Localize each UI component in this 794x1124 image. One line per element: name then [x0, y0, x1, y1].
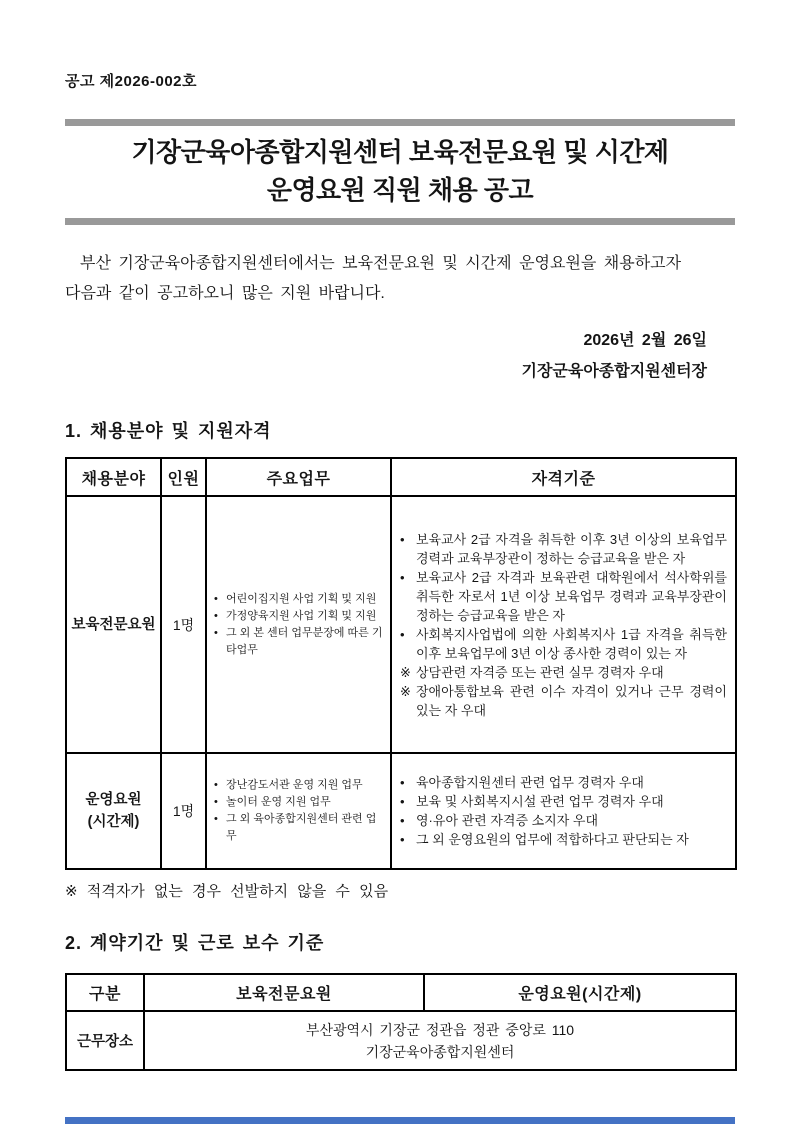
- field-line: (시간제): [87, 814, 140, 830]
- bullet-icon: •: [400, 794, 405, 809]
- bullet-icon: •: [214, 813, 218, 825]
- qualifications-cell: [391, 496, 736, 753]
- workplace-value: [144, 1011, 736, 1070]
- title-divider-bottom: [65, 218, 735, 225]
- col-header-count: 인원: [161, 458, 206, 496]
- notice-issuer: 기장군육아종합지원센터장: [521, 363, 707, 380]
- table-row-workplace: [66, 1011, 736, 1070]
- qualification-text: 보육교사 2급 자격과 보육관련 대학원에서 석사학위를 취득한 자로서 1년 이상 보육업무 경력과 교육부장관이 정하는 승급교육을 받은 자: [416, 569, 727, 623]
- reference-mark-icon: ※: [400, 664, 411, 680]
- col-header-qualifications: 자격기준: [391, 458, 736, 496]
- qualification-item: [400, 773, 727, 792]
- qualification-item: [400, 625, 727, 663]
- bullet-icon: •: [400, 813, 405, 828]
- qualification-text: 보육 및 사회복지시설 관련 업무 경력자 우대: [416, 794, 664, 809]
- duty-item: [214, 777, 386, 794]
- document-title-line1: 기장군육아종합지원센터 보육전문요원 및 시간제: [131, 137, 669, 167]
- workplace-address: 부산광역시 기장군 정관읍 정관 중앙로 110: [305, 1021, 575, 1038]
- terms-table-header-row: [66, 974, 736, 1011]
- document-content: [65, 0, 735, 1071]
- title-divider-top: [65, 119, 735, 126]
- duty-item: [214, 608, 386, 625]
- col-header-duties: 주요업무: [206, 458, 391, 496]
- count-cell: 1명: [161, 753, 206, 869]
- recruitment-table-header-row: [66, 458, 736, 496]
- field-line: 보육전문요원: [71, 616, 156, 633]
- col-header-field: 채용분야: [66, 458, 161, 496]
- bullet-icon: •: [214, 779, 218, 791]
- bullet-icon: •: [400, 775, 405, 790]
- intro-line2: 다음과 같이 공고하오니 많은 지원 바랍니다.: [65, 285, 385, 302]
- bullet-icon: •: [214, 796, 218, 808]
- bullet-icon: •: [214, 592, 218, 605]
- workplace-label: 근무장소: [66, 1011, 144, 1070]
- duty-item: [214, 591, 386, 608]
- bullet-icon: •: [214, 626, 218, 639]
- qualifications-cell: [391, 753, 736, 869]
- qualification-note-item: [400, 682, 727, 720]
- section1-heading: 1. 채용분야 및 지원자격: [65, 421, 272, 441]
- duties-cell: [206, 753, 391, 869]
- qualification-item: [400, 792, 727, 811]
- duty-text: 놀이터 운영 지원 업무: [226, 796, 331, 808]
- qualification-text: 영·유아 관련 자격증 소지자 우대: [416, 813, 599, 828]
- duty-item: [214, 625, 386, 659]
- duty-text: 가정양육지원 사업 기획 및 지원: [226, 609, 377, 622]
- notice-number: 공고 제2026-002호: [65, 73, 198, 90]
- qualification-text: 사회복지사업법에 의한 사회복지사 1급 자격을 취득한 이후 보육업무에 3년 이상 종사한 경력이 있는 자: [416, 626, 727, 661]
- col-header-operations: 운영요원(시간제): [424, 974, 736, 1011]
- bullet-icon: •: [400, 832, 405, 847]
- recruitment-table: [65, 457, 737, 870]
- duty-item: [214, 811, 386, 845]
- qualification-note-item: [400, 663, 727, 682]
- qualification-item: [400, 530, 727, 568]
- qualification-text: 보육교사 2급 자격을 취득한 이후 3년 이상의 보육업무 경력과 교육부장관이 정하는 승급교육을 받은 자: [416, 531, 727, 566]
- bullet-icon: •: [400, 569, 405, 585]
- duty-text: 장난감도서관 운영 지원 업무: [226, 779, 363, 791]
- qualification-text: 그 외 운영요원의 업무에 적합하다고 판단되는 자: [416, 832, 689, 847]
- duty-text: 어린이집지원 사업 기획 및 지원: [226, 592, 377, 605]
- document-title: [65, 126, 735, 218]
- notice-date: 2026년 2월 26일: [583, 332, 707, 349]
- selection-note: ※ 적격자가 없는 경우 선발하지 않을 수 있음: [65, 883, 389, 900]
- count-cell: 1명: [161, 496, 206, 753]
- reference-mark-icon: ※: [400, 683, 411, 699]
- duties-cell: [206, 496, 391, 753]
- section2-heading: 2. 계약기간 및 근로 보수 기준: [65, 933, 325, 953]
- qualification-item: [400, 830, 727, 849]
- date-issuer-block: [65, 325, 735, 387]
- field-cell: [66, 753, 161, 869]
- intro-line1: 부산 기장군육아종합지원센터에서는 보육전문요원 및 시간제 운영요원을 채용하고자: [80, 255, 682, 272]
- qualification-text: 장애아통합보육 관련 이수 자격이 있거나 근무 경력이 있는 자 우대: [416, 683, 727, 718]
- qualification-text: 육아종합지원센터 관련 업무 경력자 우대: [416, 775, 644, 790]
- intro-paragraph: [65, 249, 735, 309]
- bullet-icon: •: [400, 626, 405, 642]
- qualification-item: [400, 811, 727, 830]
- duty-text: 그 외 본 센터 업무분장에 따른 기타업무: [226, 626, 383, 656]
- col-header-category: 구분: [66, 974, 144, 1011]
- duty-item: [214, 794, 386, 811]
- duty-text: 그 외 육아종합지원센터 관련 업무: [226, 813, 377, 842]
- col-header-specialist: 보육전문요원: [144, 974, 424, 1011]
- terms-table: [65, 973, 737, 1071]
- field-line: 운영요원: [85, 792, 142, 808]
- document-title-line2: 운영요원 직원 채용 공고: [266, 175, 534, 205]
- table-row-operations-staff: [66, 753, 736, 869]
- qualification-text: 상담관련 자격증 또는 관련 실무 경력자 우대: [416, 664, 664, 680]
- qualification-item: [400, 568, 727, 625]
- bullet-icon: •: [400, 531, 405, 547]
- table-row-childcare-specialist: [66, 496, 736, 753]
- bullet-icon: •: [214, 609, 218, 622]
- field-cell: [66, 496, 161, 753]
- bottom-accent-bar: [65, 1117, 735, 1124]
- workplace-center-name: 기장군육아종합지원센터: [365, 1043, 515, 1060]
